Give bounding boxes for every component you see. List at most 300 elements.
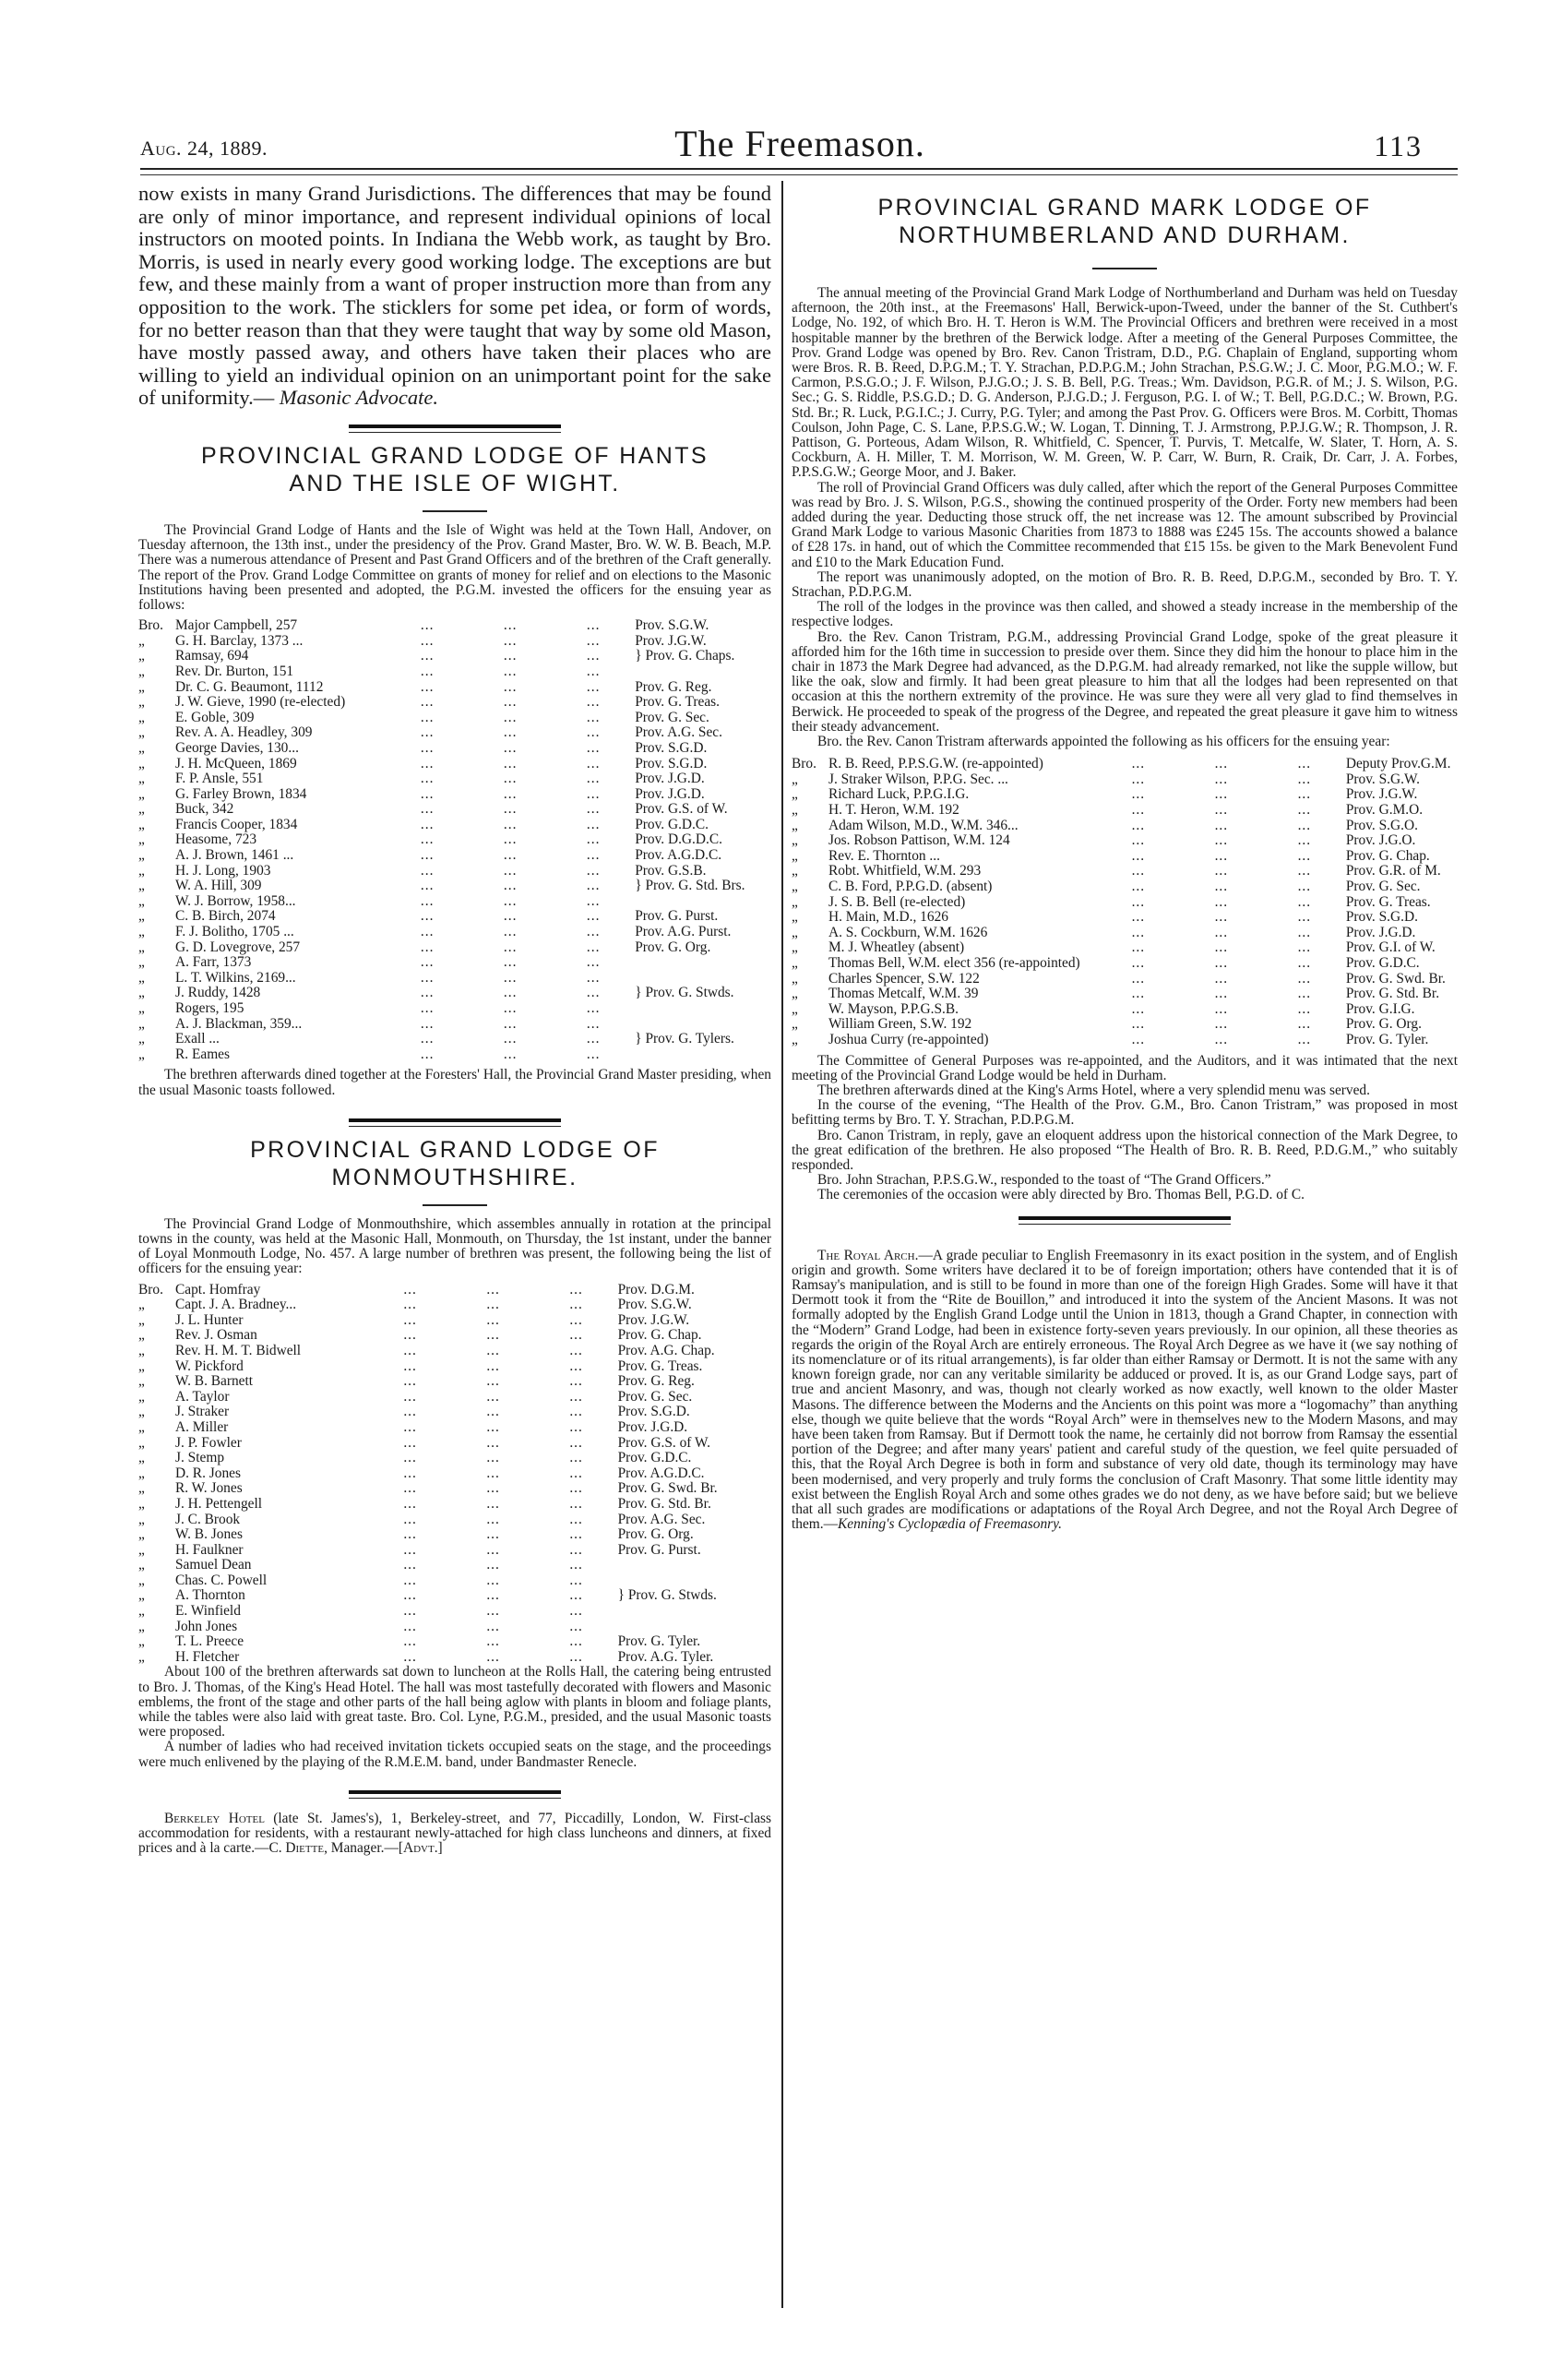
leader-dots: ... [403, 1297, 417, 1313]
leader-dots: ... [569, 1450, 583, 1466]
officer-name: Thomas Bell, W.M. elect 356 (re-appointed) [828, 955, 1080, 972]
leader-dots: ... [503, 831, 518, 848]
officer-name: Richard Luck, P.P.G.I.G. [828, 786, 970, 803]
officer-prefix: „ [138, 694, 145, 711]
leader-dots: ... [1214, 756, 1229, 772]
leader-dots: ... [1131, 786, 1146, 803]
officer-name: Jos. Robson Pattison, W.M. 124 [828, 832, 1010, 849]
leader-dots: ... [1214, 879, 1229, 895]
officer-name: Chas. C. Powell [175, 1572, 268, 1588]
leader-dots: ... [586, 694, 601, 711]
leader-dots: ... [486, 1541, 500, 1558]
officer-name: J. Straker Wilson, P.P.G. Sec. ... [828, 771, 1008, 787]
leader-dots: ... [486, 1480, 500, 1497]
officer-name: F. P. Ansle, 551 [175, 771, 264, 787]
officer-prefix: „ [792, 1016, 798, 1033]
officer-row [138, 1650, 771, 1666]
leader-dots: ... [420, 724, 435, 741]
officer-row [138, 741, 771, 757]
leader-dots: ... [403, 1434, 417, 1451]
page-number: 113 [1374, 129, 1423, 162]
officer-name: H. Faulkner [175, 1541, 244, 1558]
officer-name: Rev. E. Thornton ... [828, 847, 940, 864]
officer-row [792, 972, 1458, 987]
leader-dots: ... [420, 632, 435, 649]
mark-paragraph-12: The ceremonies of the occasion were ably directed by Bro. Thomas Bell, P.G.D. of C. [817, 1187, 1305, 1203]
officer-prefix: „ [138, 985, 145, 1001]
officer-row [138, 1405, 771, 1420]
officer-name: Major Campbell, 257 [175, 617, 298, 634]
monmouth-officer-list [138, 1283, 771, 1666]
officer-row [138, 1588, 771, 1604]
leader-dots: ... [569, 1541, 583, 1558]
leader-dots: ... [569, 1618, 583, 1634]
officer-row [138, 909, 771, 925]
officer-office: Deputy Prov.G.M. [1345, 756, 1451, 772]
officer-prefix: „ [138, 1648, 145, 1665]
officer-prefix: „ [138, 1557, 145, 1573]
left-column [138, 183, 771, 1856]
mark-paragraph-3: The report was unanimously adopted, on the motion of Bro. R. B. Reed, D.P.G.M., seconded by Bro. T. Y. Strachan, P.D.P.G.M. [792, 568, 1458, 601]
leader-dots: ... [486, 1526, 500, 1543]
mark-lodge-heading [792, 194, 1458, 249]
publication-title: The Freemason. [674, 123, 925, 164]
leader-dots: ... [1131, 802, 1146, 819]
officer-row [792, 956, 1458, 972]
officer-name: Heasome, 723 [175, 831, 257, 848]
officer-name: J. H. McQueen, 1869 [175, 755, 297, 771]
officer-prefix: „ [138, 771, 145, 787]
officer-name: J. Straker [175, 1404, 230, 1420]
officer-prefix: „ [792, 879, 798, 895]
leader-dots: ... [403, 1418, 417, 1435]
officer-row [792, 1002, 1458, 1018]
leader-dots: ... [1214, 909, 1229, 926]
leader-dots: ... [1297, 847, 1312, 864]
officer-row [138, 1620, 771, 1635]
officer-name: G. H. Barclay, 1373 ... [175, 632, 304, 649]
officer-office: Prov. G. Chap. [1345, 847, 1430, 864]
officer-prefix: Bro. [138, 1281, 163, 1298]
officer-row [792, 895, 1458, 911]
monmouth-ladies: A number of ladies who had received invitation tickets occupied seats on the stage, and the proceedings were much enlivened by the playing of the R.M.E.M. band, under Bandmaster Renecle. [138, 1739, 771, 1770]
officer-name: M. J. Wheatley (absent) [828, 939, 965, 956]
officer-prefix: „ [138, 1603, 145, 1620]
officer-name: Rev. J. Osman [175, 1327, 257, 1344]
leader-dots: ... [1131, 863, 1146, 879]
officer-row [138, 879, 771, 894]
leader-dots: ... [1214, 832, 1229, 849]
officer-prefix: „ [138, 1046, 145, 1062]
leader-dots: ... [420, 694, 435, 711]
leader-dots: ... [1297, 986, 1312, 1002]
officer-office: Prov. J.G.W. [1345, 786, 1418, 803]
issue-date: Aug. 24, 1889. [140, 137, 268, 160]
officer-office [635, 971, 771, 987]
officer-row [138, 1451, 771, 1466]
officer-office: Prov. G. Purst. [617, 1541, 701, 1558]
officer-row [138, 711, 771, 726]
officer-prefix: Bro. [792, 756, 816, 772]
leader-dots: ... [569, 1373, 583, 1390]
leader-dots: ... [486, 1557, 500, 1573]
officer-prefix: „ [138, 1357, 145, 1374]
officer-row [138, 1527, 771, 1543]
mark-heading-line2: NORTHUMBERLAND AND DURHAM. [899, 222, 1351, 248]
officer-office: Prov. A.G.D.C. [617, 1465, 705, 1481]
leader-dots: ... [503, 739, 518, 756]
leader-dots: ... [503, 663, 518, 679]
leader-dots: ... [420, 678, 435, 695]
leader-dots: ... [1214, 863, 1229, 879]
leader-dots: ... [1297, 1031, 1312, 1047]
officer-office: Prov. G. Reg. [635, 678, 712, 695]
leader-dots: ... [569, 1465, 583, 1481]
officer-name: J. Stemp [175, 1450, 225, 1466]
officer-name: A. S. Cockburn, W.M. 1626 [828, 924, 988, 940]
officer-name: R. W. Jones [175, 1480, 243, 1497]
officer-office [635, 1017, 771, 1033]
leader-dots: ... [569, 1572, 583, 1588]
leader-dots: ... [420, 939, 435, 955]
officer-office: Prov. G.D.C. [635, 816, 709, 832]
officer-row [138, 771, 771, 787]
leader-dots: ... [486, 1311, 500, 1328]
officer-row [792, 757, 1458, 772]
section-divider [349, 1118, 561, 1127]
officer-name: W. Pickford [175, 1357, 244, 1374]
officer-row [792, 833, 1458, 849]
leader-dots: ... [486, 1327, 500, 1344]
leader-dots: ... [503, 755, 518, 771]
officer-office: Prov. G. Sec. [1345, 879, 1421, 895]
officer-office: Prov. S.G.W. [1345, 771, 1420, 787]
officer-name: Exall ... [175, 1031, 220, 1047]
officer-office: Prov. G. Swd. Br. [1345, 970, 1446, 987]
officer-name: G. Farley Brown, 1834 [175, 785, 307, 802]
officer-office: Prov. G. Tyler. [1345, 1031, 1429, 1047]
officer-prefix: „ [138, 954, 145, 971]
officer-name: Joshua Curry (re-appointed) [828, 1031, 989, 1047]
mark-paragraph-9: In the course of the evening, “The Health of the Prov. G.M., Bro. Canon Tristram,” was proposed in most befitting terms by Bro. T. Y. Strachan, P.D.P.G.M. [792, 1097, 1458, 1129]
officer-row [138, 1513, 771, 1528]
leader-dots: ... [1131, 893, 1146, 910]
leader-dots: ... [586, 816, 601, 832]
leader-dots: ... [1297, 771, 1312, 787]
officer-office: Prov. S.G.D. [635, 739, 708, 756]
mark-paragraph-10: Bro. Canon Tristram, in reply, gave an eloquent address upon the historical connection of the Mark Degree, to the great edification of the brethren. He also proposed “The Health of Bro. R. B. Reed, P.D.G.M.,” who suitably responded. [792, 1127, 1458, 1173]
leader-dots: ... [403, 1480, 417, 1497]
leader-dots: ... [569, 1648, 583, 1665]
officer-row [138, 1344, 771, 1359]
leader-dots: ... [420, 1015, 435, 1032]
hants-officer-list [138, 618, 771, 1062]
officer-prefix: „ [792, 786, 798, 803]
officer-prefix: „ [138, 1031, 145, 1047]
leader-dots: ... [420, 924, 435, 940]
officer-name: Thomas Metcalf, W.M. 39 [828, 986, 979, 1002]
officer-row [792, 1017, 1458, 1033]
officer-prefix: „ [138, 1015, 145, 1032]
leader-dots: ... [1297, 970, 1312, 987]
leader-dots: ... [1214, 924, 1229, 940]
mark-paragraph-2: The roll of Provincial Grand Officers was duly called, after which the report of the General Purposes Committee was read by Bro. J. S. Wilson, P.G.S., showing the continued prosperity of the Order. Forty new members had been added during the year. Deducting those struck off, the net increase was 12. The amount subscribed by Provincial Grand Mark Lodge to various Masonic Charities from 1873 to 1888 was £245 15s. The accounts showed a balance of £28 17s. in hand, out of which the Committee recommended that £15 15s. be given to the Mark Benevolent Fund and £10 to the Mark Education Fund. [792, 479, 1458, 570]
leader-dots: ... [403, 1465, 417, 1481]
leader-dots: ... [586, 739, 601, 756]
leader-dots: ... [403, 1648, 417, 1665]
leader-dots: ... [503, 648, 518, 664]
officer-office: Prov. S.G.D. [617, 1404, 690, 1420]
leader-dots: ... [486, 1511, 500, 1527]
leader-dots: ... [503, 954, 518, 971]
officer-prefix: „ [138, 1618, 145, 1634]
officer-name: C. B. Birch, 2074 [175, 908, 276, 925]
leader-dots: ... [1131, 924, 1146, 940]
officer-row [138, 680, 771, 696]
officer-name: T. L. Preece [175, 1633, 244, 1650]
officer-prefix: „ [138, 831, 145, 848]
leader-dots: ... [503, 969, 518, 986]
officer-row [138, 894, 771, 910]
leader-dots: ... [403, 1557, 417, 1573]
royal-arch-article [792, 1249, 1458, 1533]
officer-office: } Prov. G. Std. Brs. [635, 878, 745, 894]
officer-prefix: „ [792, 1031, 798, 1047]
officer-row [138, 848, 771, 864]
officer-row [138, 1604, 771, 1620]
officer-prefix: „ [792, 802, 798, 819]
officer-office: Prov. S.G.D. [635, 755, 708, 771]
leader-dots: ... [403, 1618, 417, 1634]
officer-row [138, 955, 771, 971]
officer-office: Prov. A.G. Purst. [635, 924, 732, 940]
officer-row [792, 803, 1458, 819]
officer-prefix: „ [792, 817, 798, 833]
continued-article [138, 183, 771, 410]
officer-name: E. Goble, 309 [175, 709, 255, 725]
leader-dots: ... [569, 1603, 583, 1620]
leader-dots: ... [1214, 955, 1229, 972]
leader-dots: ... [420, 709, 435, 725]
officer-name: J. C. Brook [175, 1511, 241, 1527]
officer-prefix: „ [792, 909, 798, 926]
leader-dots: ... [1214, 771, 1229, 787]
officer-office [618, 1604, 771, 1620]
officer-row [792, 1033, 1458, 1048]
officer-name: D. R. Jones [175, 1465, 241, 1481]
leader-dots: ... [569, 1495, 583, 1512]
leader-dots: ... [1131, 847, 1146, 864]
officer-office: Prov. G. Std. Br. [1345, 986, 1440, 1002]
officer-prefix: „ [138, 878, 145, 894]
officer-prefix: „ [792, 970, 798, 987]
officer-office: Prov. G. Chap. [617, 1327, 702, 1344]
officer-prefix: „ [138, 1495, 145, 1512]
officer-office: } Prov. G. Stwds. [617, 1587, 717, 1604]
officer-prefix: „ [138, 1373, 145, 1390]
officer-name: J. W. Gieve, 1990 (re-elected) [175, 694, 346, 711]
leader-dots: ... [486, 1495, 500, 1512]
officer-row [138, 1481, 771, 1497]
leader-dots: ... [569, 1480, 583, 1497]
officer-name: A. Miller [175, 1418, 229, 1435]
officer-office: Prov. S.G.W. [635, 617, 709, 634]
officer-prefix: „ [138, 1541, 145, 1558]
leader-dots: ... [586, 862, 601, 879]
leader-dots: ... [503, 939, 518, 955]
leader-dots: ... [420, 954, 435, 971]
officer-office: Prov. G. Treas. [1345, 893, 1431, 910]
leader-dots: ... [403, 1311, 417, 1328]
leader-dots: ... [1214, 1031, 1229, 1047]
leader-dots: ... [503, 908, 518, 925]
officer-office: Prov. G.R. of M. [1345, 863, 1441, 879]
leader-dots: ... [586, 939, 601, 955]
leader-dots: ... [503, 1031, 518, 1047]
mark-paragraph-1: The annual meeting of the Provincial Grand Mark Lodge of Northumberland and Durham was held on Tuesday afternoon, the 20th inst., at the Freemasons' Hall, Berwick-upon-Tweed, under the banner of the St. Cuthbert's Lodge, No. 192, of which Bro. H. T. Heron is W.M. The Provincial Officers and brethren were received in a most hospitable manner by the brethren of the Berwick lodge. After a meeting of the General Purposes Committee, the Prov. Grand Lodge was opened by Bro. Rev. Canon Tristram, D.D., P.G. Chaplain of England, supporting whom were Bros. R. B. Reed, D.P.G.M.; T. Y. Strachan, P.D.P.G.M.; John Strachan, P.S.G.W.; J. C. Moor, P.G.M.O.; W. F. Carmon, P.S.G.O.; J. F. Wilson, P.J.G.O.; J. S. B. Bell, P.G. Treas.; Wm. Davidson, P.G.R. of M.; J. S. Wilson, P.G. Sec.; G. S. Riddle, P.S.G.D.; D. G. Anderson, P.J.G.D.; J. Ferguson, P.G. I. of W.; T. Bell, P.G.D.C.; W. Brown, P.G. Std. Br.; R. Luck, P.G.I.C.; J. Curry, P.G. Tyler; and among the Past Prov. G. Officers were Bros. M. Corbitt, Thomas Coulson, John Page, C. S. Lane, P.P.S.G.W.; W. Logan, T. Dinning, T. J. Armstrong, P.P.J.G.W.; R. Thompson, J. R. Pattison, G. Porteous, Adam Wilson, R. Whitfield, C. Spencer, T. Purvis, T. Metcalfe, W. Slater, T. Horn, A. S. Cockburn, A. H. Miller, T. M. Morrison, W. M. Green, W. P. Carr, W. Burn, R. Craik, Dr. Carr, J. A. Forbes, P.P.S.G.W.; George Moor, and J. Baker. [792, 285, 1458, 481]
officer-row [138, 1283, 771, 1298]
officer-office: Prov. G.S. of W. [635, 801, 728, 818]
officer-name: J. H. Pettengell [175, 1495, 263, 1512]
leader-dots: ... [586, 847, 601, 864]
officer-prefix: „ [138, 847, 145, 864]
leader-dots: ... [1131, 1000, 1146, 1017]
leader-dots: ... [420, 892, 435, 909]
leader-dots: ... [503, 632, 518, 649]
officer-row [138, 1634, 771, 1650]
mark-paragraph-5: Bro. the Rev. Canon Tristram, P.G.M., addressing Provincial Grand Lodge, spoke of the great pleasure it afforded him for the 16th time in succession to preside over them. Since they did him the honour to place him in the chair in 1873 the Mark Degree had advanced, as the D.P.G.M. had already remarked, not like the supple willow, but like the oak, slow and firmly. It had been great pleasure to him that all the lodges had been represented on that occasion at this the northern extremity of the province. He was sure they were all very glad to find themselves in Berwick. He proceeded to speak of the progress of the Degree, and repeated the great pleasure it gave him to witness their steady advancement. [792, 628, 1458, 735]
leader-dots: ... [503, 1000, 518, 1016]
leader-dots: ... [403, 1450, 417, 1466]
officer-row [138, 787, 771, 803]
officer-row [138, 925, 771, 940]
leader-dots: ... [403, 1327, 417, 1344]
leader-dots: ... [403, 1281, 417, 1298]
leader-dots: ... [1297, 955, 1312, 972]
leader-dots: ... [1131, 879, 1146, 895]
officer-prefix: „ [138, 755, 145, 771]
mark-paragraph-4: The roll of the lodges in the province was then called, and showed a steady increase in the membership of the respective lodges. [792, 599, 1458, 630]
officer-name: L. T. Wilkins, 2169... [175, 969, 296, 986]
section-divider [1019, 1216, 1231, 1225]
officer-office: } Prov. G. Stwds. [635, 985, 734, 1001]
leader-dots: ... [403, 1572, 417, 1588]
officer-office: Prov. G. Org. [1345, 1016, 1422, 1033]
leader-dots: ... [420, 739, 435, 756]
leader-dots: ... [486, 1388, 500, 1405]
leader-dots: ... [1214, 786, 1229, 803]
leader-dots: ... [403, 1404, 417, 1420]
officer-row [138, 1298, 771, 1313]
officer-name: A. J. Brown, 1461 ... [175, 847, 294, 864]
leader-dots: ... [503, 694, 518, 711]
officer-office: Prov. J.G.D. [617, 1418, 688, 1435]
officer-office: Prov. S.G.W. [617, 1297, 692, 1313]
officer-prefix: „ [792, 863, 798, 879]
officer-office: Prov. S.G.D. [1345, 909, 1418, 926]
mark-paragraph-6: Bro. the Rev. Canon Tristram afterwards appointed the following as his officers for the ensuing year: [817, 734, 1390, 750]
masthead-rule-thin [140, 174, 1458, 175]
officer-row [138, 1017, 771, 1033]
officer-name: Rev. H. M. T. Bidwell [175, 1342, 302, 1358]
leader-dots: ... [420, 663, 435, 679]
officer-name: H. Fletcher [175, 1648, 240, 1665]
leader-dots: ... [403, 1603, 417, 1620]
officer-prefix: „ [138, 969, 145, 986]
advert-text: (late St. James's), 1, Berkeley-street, and 77, Piccadilly, London, W. First-class accommodation for residents, with a restaurant newly-attached for high class luncheons and dinners, at fixed prices and à la carte.— [138, 1810, 772, 1857]
leader-dots: ... [403, 1526, 417, 1543]
leader-dots: ... [586, 771, 601, 787]
officer-prefix: „ [792, 924, 798, 940]
officer-row [792, 772, 1458, 788]
officer-office: Prov. G.I. of W. [1345, 939, 1436, 956]
monmouth-luncheon: About 100 of the brethren afterwards sat down to luncheon at the Rolls Hall, the catering being entrusted to Bro. J. Thomas, of the King's Head Hotel. The hall was most tastefully decorated with flowers and Masonic emblems, the front of the stage and other parts of the hall being aglow with plants in bloom and foliage plants, while the tables were also laid with great taste. Bro. Col. Lyne, P.G.M., presided, and the usual Masonic toasts were proposed. [138, 1664, 771, 1740]
leader-dots: ... [586, 892, 601, 909]
leader-dots: ... [420, 969, 435, 986]
leader-dots: ... [1131, 756, 1146, 772]
officer-name: John Jones [175, 1618, 238, 1634]
officer-row [138, 940, 771, 956]
leader-dots: ... [486, 1603, 500, 1620]
leader-dots: ... [1131, 939, 1146, 956]
officer-row [138, 1001, 771, 1017]
royal-arch-lead: The Royal Arch. [817, 1247, 919, 1263]
officer-name: Francis Cooper, 1834 [175, 816, 298, 832]
royal-arch-text: —A grade peculiar to English Freemasonry in its exact position in the system, and of English origin and growth. Some writers have declared it to be of foreign importation; others have contended that it is of Ramsay's manipulation, and is still to be found in more than one of the foreign High Grades. Some will have it that Dermott took it from the “Rite de Bouillon,” and introduced it into the system of the Ancient Masons. It was not formally adopted by the English Grand Lodge until the Union in 1813, though a Grand Chapter, in connection with the “Modern” Grand Lodge, had been in existence forty-seven years previously. In our opinion, all these theories as regards the origin of the Royal Arch are entirely erroneous. The Royal Arch Degree as we have it (we say nothing of its nomenclature or of its ritual arrangements), is far older than either Ramsay or Dermott. It is not the same with any known foreign grade, nor can any veritable similarity be adduced or proved. It is, as our Grand Lodge says, part of true and ancient Masonry, and was, though not clearly worked as now exactly, well known to the older Master Masons. The difference between the Moderns and the Ancients on this point was more a “logomachy” than anything else, though we quite believe that the words “Royal Arch” were in themselves new to the Modern Masons, and may have been taken from Ramsay. But if Dermott took the name, he certainly did not borrow from Ramsay the essential portion of the Degree; and after many years' patient and careful study of the question, we feel quite persuaded of this, that the Royal Arch Degree is both in form and substance of very old date, though its terminology may have been modernised, and very properly and truly forms the conclusion of Craft Masonry. That some little identity may exist between the English Royal Arch and some othes grades we do not deny, as we have before said; but we believe that all such grades are modifications or adaptations of the Royal Arch Degree, and not the Royal Arch Degree of them.— [792, 1247, 1458, 1533]
officer-row [138, 664, 771, 680]
officer-prefix: „ [138, 939, 145, 955]
officer-name: W. J. Borrow, 1958... [175, 892, 296, 909]
officer-row [792, 849, 1458, 865]
leader-dots: ... [1297, 893, 1312, 910]
officer-prefix: „ [138, 1587, 145, 1604]
leader-dots: ... [486, 1373, 500, 1390]
officer-office [635, 955, 771, 971]
officer-row [138, 1543, 771, 1559]
leader-dots: ... [403, 1495, 417, 1512]
officer-name: Ramsay, 694 [175, 648, 249, 664]
officer-name: George Davies, 130... [175, 739, 299, 756]
officer-name: G. D. Lovegrove, 257 [175, 939, 301, 955]
officer-office: Prov. J.G.D. [1345, 924, 1416, 940]
officer-office: Prov. G. Treas. [617, 1357, 703, 1374]
leader-dots: ... [569, 1404, 583, 1420]
leader-dots: ... [1131, 1031, 1146, 1047]
officer-office: } Prov. G. Chaps. [635, 648, 735, 664]
leader-dots: ... [1131, 817, 1146, 833]
officer-row [138, 634, 771, 650]
officer-name: H. Main, M.D., 1626 [828, 909, 948, 926]
hants-paragraph: The Provincial Grand Lodge of Hants and the Isle of Wight was held at the Town Hall, Andover, on Tuesday afternoon, the 13th inst., under the presidency of the Prov. Grand Master, Bro. W. W. B. Beach, M.P. There was a numerous attendance of Present and Past Grand Officers and of the brethren of the Craft generally. The report of the Prov. Grand Lodge Committee on grants of money for relief and on elections to the Masonic Institutions having been presented and adopted, the P.G.M. invested the officers for the ensuing year as follows: [138, 521, 771, 613]
officer-row [138, 1047, 771, 1063]
officer-office: Prov. G. Reg. [617, 1373, 695, 1390]
leader-dots: ... [503, 678, 518, 695]
officer-prefix: „ [792, 893, 798, 910]
leader-dots: ... [569, 1587, 583, 1604]
article-source: Masonic Advocate. [279, 386, 438, 410]
officer-prefix: „ [138, 1297, 145, 1313]
officer-row [792, 879, 1458, 895]
officer-row [138, 1466, 771, 1482]
officer-row [138, 1497, 771, 1513]
officer-name: A. Thornton [175, 1587, 245, 1604]
officer-prefix: „ [138, 648, 145, 664]
leader-dots: ... [1131, 909, 1146, 926]
officer-office: Prov. G. Swd. Br. [617, 1480, 718, 1497]
leader-dots: ... [420, 648, 435, 664]
officer-row [792, 864, 1458, 879]
advert-manager: C. Diette [268, 1840, 325, 1857]
